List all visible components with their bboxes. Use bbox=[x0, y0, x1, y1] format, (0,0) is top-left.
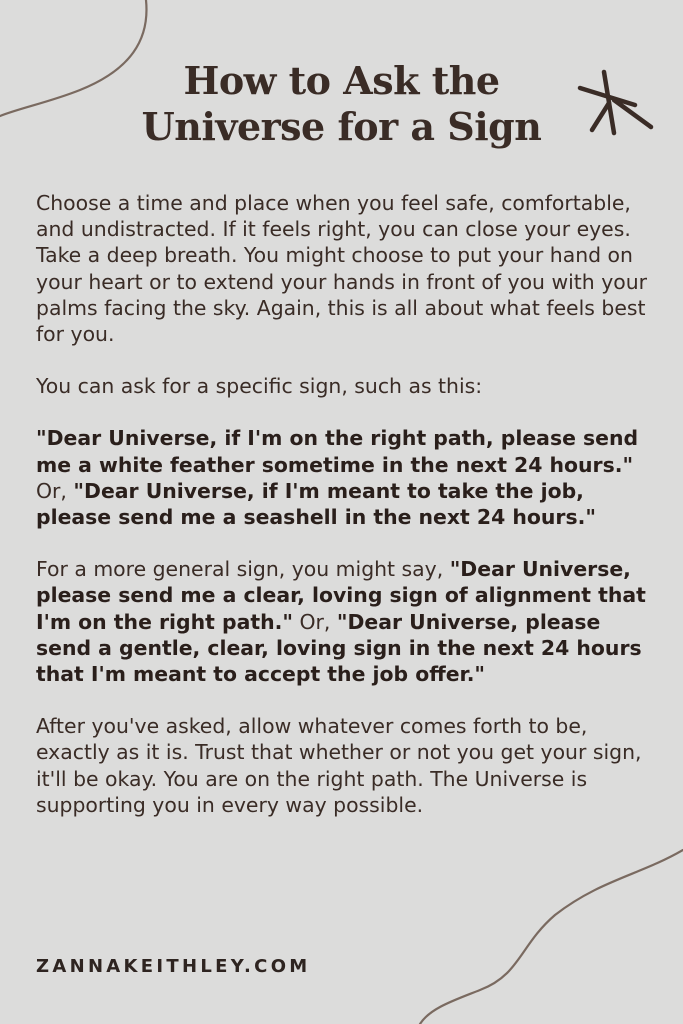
title-line-2: Universe for a Sign bbox=[141, 104, 542, 149]
paragraph-general-sign bbox=[36, 556, 656, 687]
or-connector: Or, bbox=[36, 478, 74, 503]
quote-seashell: "Dear Universe, if I'm meant to take the job, please send me a seashell in the next 24 hours." bbox=[36, 478, 596, 530]
paragraph-specific-sign-intro: You can ask for a specific sign, such as this: bbox=[36, 374, 483, 399]
quote-job-offer: "Dear Universe, please send a gentle, clear, loving sign in the next 24 hours that I'm meant to accept the job offer." bbox=[36, 609, 642, 687]
quote-alignment: "Dear Universe, please send me a clear, loving sign of alignment that I'm on the right path." bbox=[36, 557, 646, 634]
page-title bbox=[0, 58, 683, 150]
bottom-right-curve bbox=[420, 850, 683, 1024]
paragraph-specific-sign-examples bbox=[36, 425, 656, 530]
or-connector: Or, bbox=[292, 609, 337, 634]
title-line-1: How to Ask the bbox=[183, 58, 500, 103]
general-sign-intro: For a more general sign, you might say, bbox=[36, 557, 450, 582]
paragraph-after-asking: After you've asked, allow whatever comes forth to be, exactly as it is. Trust that whether or not you get your sign, it'll be okay. You are on the right path. The Universe is supporting you in every way possible. bbox=[36, 714, 642, 817]
quote-white-feather: "Dear Universe, if I'm on the right path, please send me a white feather sometime in the next 24 hours." bbox=[36, 426, 639, 477]
article-body bbox=[36, 190, 656, 844]
site-url: ZANNAKEITHLEY.COM bbox=[36, 956, 311, 977]
paragraph-instructions: Choose a time and place when you feel safe, comfortable, and undistracted. If it feels right, you can close your eyes. Take a deep breath. You might choose to put your hand on your heart or to extend your hands in front of you with your palms facing the sky. Again, this is all about what feels best for you. bbox=[36, 191, 648, 347]
